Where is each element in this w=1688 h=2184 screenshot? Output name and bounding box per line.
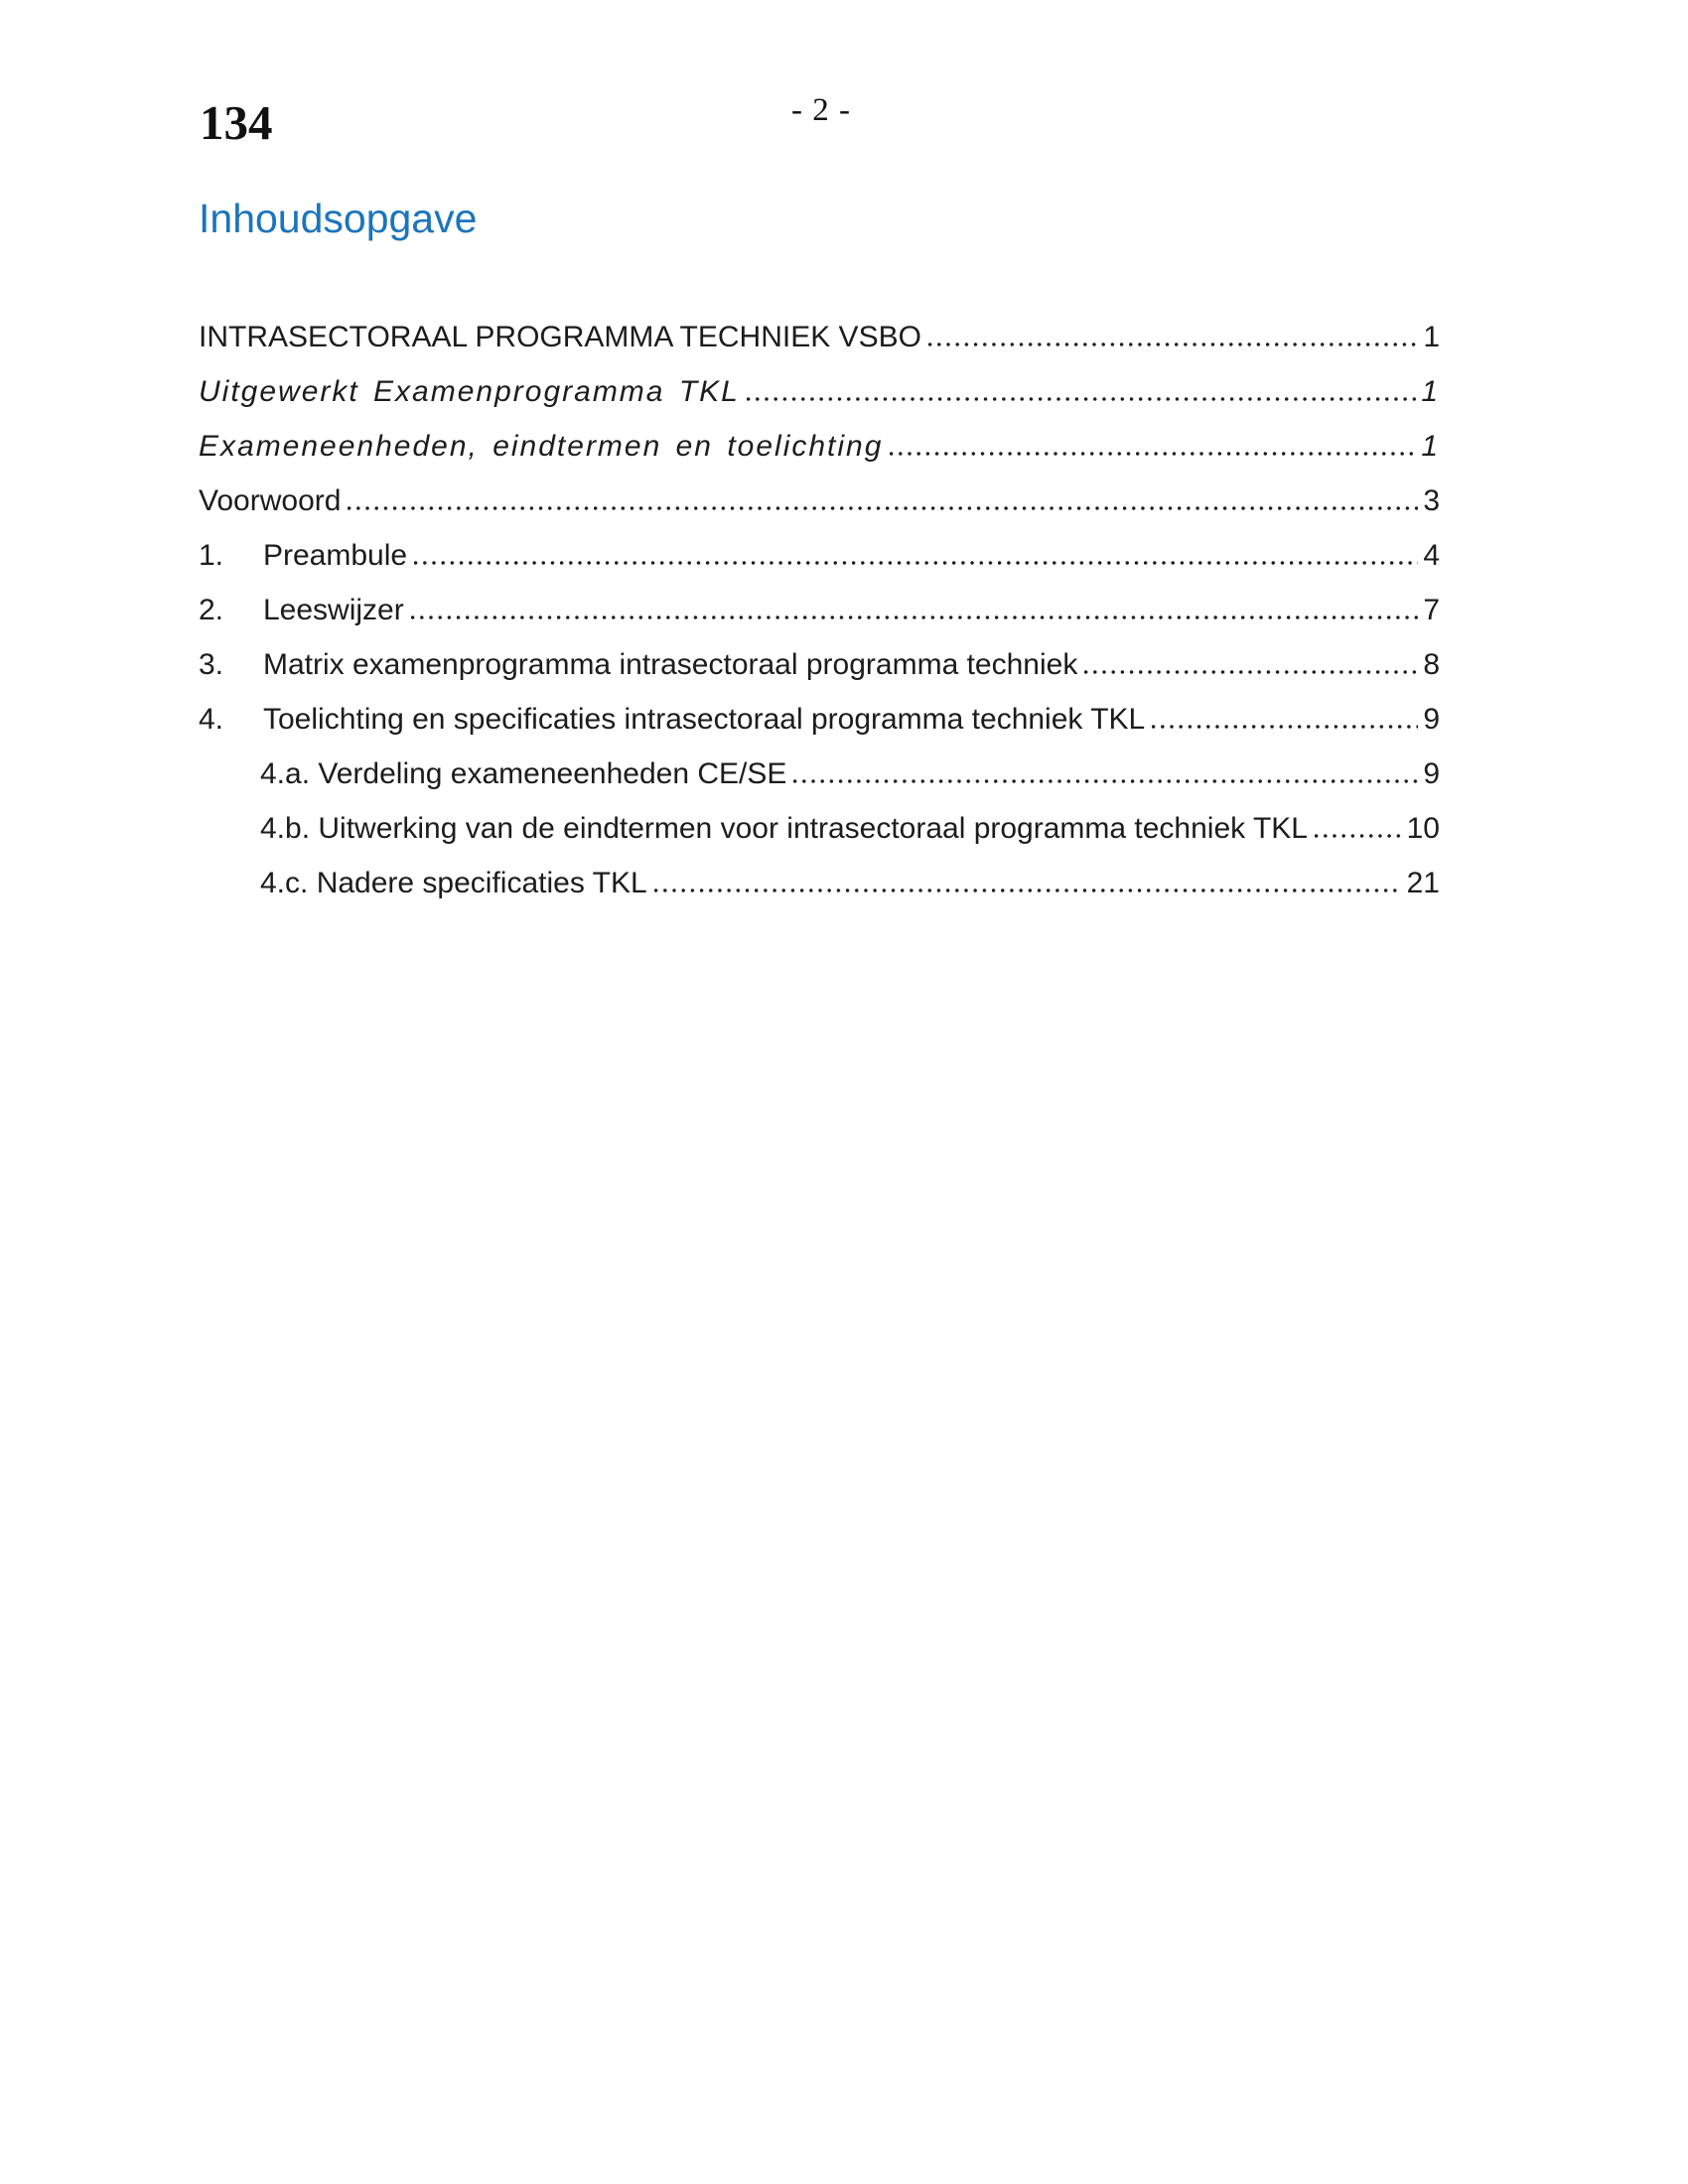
toc-entry-label: Leeswijzer [263,594,404,626]
dot-leader [654,888,1402,892]
toc-entry [199,474,1440,528]
dot-leader [1152,725,1418,729]
toc-entry-label: 4.b. Uitwerking van de eindtermen voor intrasectoraal programma techniek TKL [260,812,1308,845]
toc-entry-label: Matrix examenprogramma intrasectoraal programma techniek [263,648,1078,681]
toc-entry [199,364,1440,419]
toc-page-number: 3 [1423,484,1440,517]
toc-page-number: 1 [1421,430,1440,463]
toc-entry-number: 3. [199,648,224,681]
toc-entry [199,856,1440,910]
toc-entry [199,528,1440,583]
dot-leader [411,615,1419,619]
toc-entry-label: Preambule [263,539,408,572]
toc-entry [199,310,1440,364]
toc-entry-number: 2. [199,594,224,626]
toc-entry-label: 4.a. Verdeling exameneenheden CE/SE [260,757,787,790]
toc-entry-label: INTRASECTORAAL PROGRAMMA TECHNIEK VSBO [199,321,921,353]
toc-page-number: 1 [1421,375,1440,408]
toc-page-number: 4 [1423,539,1440,572]
dot-leader [928,342,1418,346]
dot-leader [414,561,1418,565]
dot-leader [747,397,1416,401]
toc-heading: Inhoudsopgave [199,196,478,241]
toc-entry [199,692,1440,747]
table-of-contents [199,310,1440,910]
toc-page-number: 9 [1423,703,1440,736]
toc-entry-label: Exameneenheden, eindtermen en toelichting [199,430,884,463]
toc-entry [199,583,1440,637]
page-number-indicator: - 2 - [791,92,851,128]
toc-entry [199,637,1440,692]
toc-page-number: 21 [1406,867,1440,899]
toc-page-number: 8 [1423,648,1440,681]
dot-leader [890,452,1416,456]
toc-page-number: 7 [1423,594,1440,626]
dot-leader [793,779,1418,783]
toc-entry [199,801,1440,856]
toc-entry-label: Voorwoord [199,484,342,517]
toc-entry-label: 4.c. Nadere specificaties TKL [260,867,647,899]
dot-leader [348,506,1418,510]
toc-entry-label: Uitgewerkt Examenprogramma TKL [199,375,740,408]
toc-entry [199,747,1440,801]
document-number: 134 [200,95,273,150]
toc-page-number: 1 [1423,321,1440,353]
dot-leader [1084,670,1418,674]
dot-leader [1315,834,1402,838]
toc-entry-number: 1. [199,539,224,572]
toc-page-number: 9 [1423,757,1440,790]
toc-entry [199,419,1440,474]
toc-entry-number: 4. [199,703,224,736]
toc-page-number: 10 [1406,812,1440,845]
toc-entry-label: Toelichting en specificaties intrasectoraal programma techniek TKL [263,703,1146,736]
